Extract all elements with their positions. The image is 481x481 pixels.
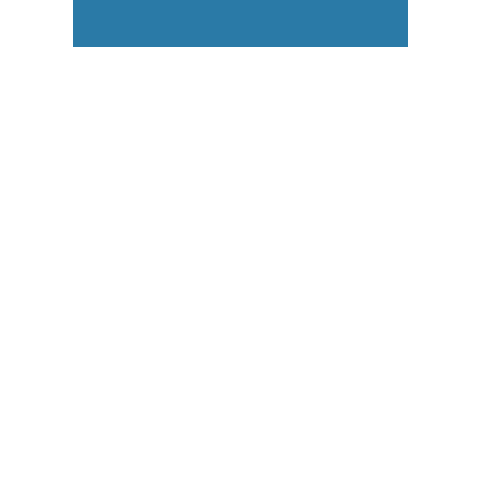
header-bar [73, 0, 408, 47]
annexes-entry[interactable] [97, 80, 382, 96]
table-of-contents [97, 56, 382, 96]
test-blanc-entry[interactable] [97, 61, 382, 77]
